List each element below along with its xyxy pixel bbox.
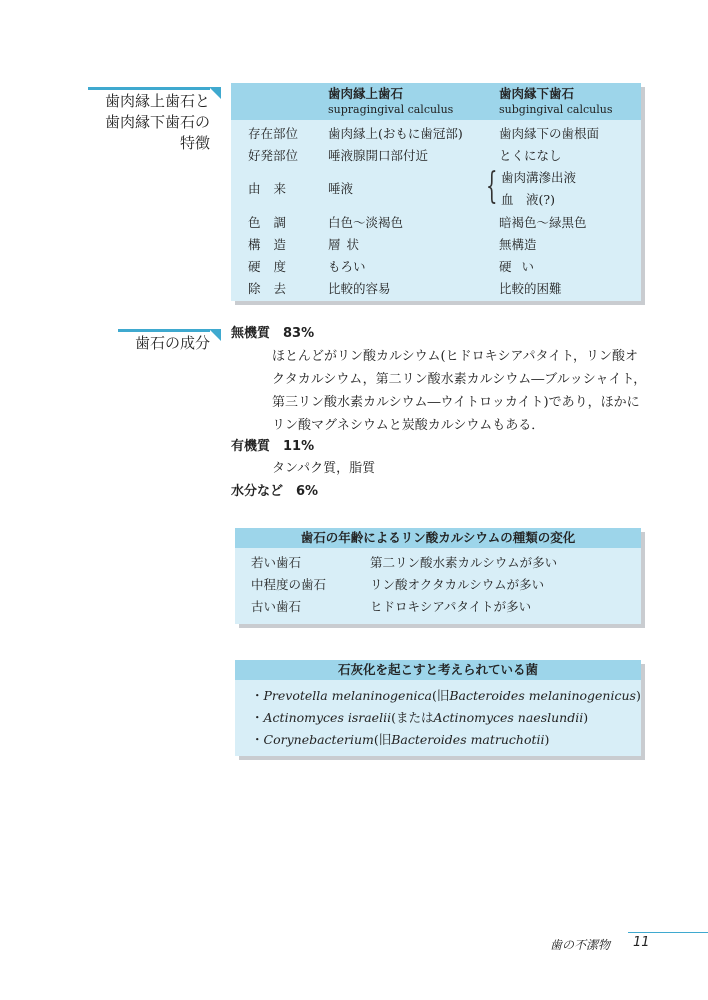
age-label: 若い歯石: [251, 555, 302, 570]
supra-value: 唾液: [328, 181, 354, 196]
heading-accent-triangle: [209, 87, 221, 99]
heading-accent-triangle: [209, 329, 221, 341]
sub-value: とくになし: [499, 148, 562, 163]
col2-title: 歯肉縁下歯石: [499, 86, 575, 101]
water-label: 水分など 6%: [231, 484, 319, 499]
bullet: ・: [251, 688, 264, 703]
sub-value: 暗褐色～緑黒色: [499, 215, 587, 230]
sub-value: 硬い: [499, 259, 545, 274]
bacteria-note-suffix: ): [635, 688, 641, 703]
bacteria-note-prefix: (または: [391, 710, 434, 725]
bacteria-item: [251, 731, 549, 749]
bacteria-alt-name: Bacteroides matruchotii: [391, 732, 545, 747]
sub-value: 歯肉溝滲出液: [501, 170, 577, 185]
row-label: 存在部位: [248, 126, 299, 141]
row-label: 硬度: [248, 259, 300, 274]
calculus-comparison-table: [231, 83, 641, 301]
heading-line: 歯肉縁下歯石の: [104, 113, 210, 131]
age-type: ヒドロキシアパタイトが多い: [370, 599, 532, 614]
sub-value: 比較的困難: [499, 281, 562, 296]
supra-value: 比較的容易: [328, 281, 391, 296]
organic-text: タンパク質，脂質: [272, 461, 376, 476]
age-box-title: 歯石の年齢によるリン酸カルシウムの種類の変化: [235, 528, 641, 548]
inorganic-text-line: ほとんどがリン酸カルシウム(ヒドロキシアパタイト，リン酸オ: [272, 349, 639, 364]
row-label: 除去: [248, 281, 300, 296]
age-change-box: [235, 528, 641, 624]
features-heading-text: [90, 91, 210, 154]
supra-value: 層状: [328, 237, 366, 252]
col1-title: 歯肉縁上歯石: [328, 86, 404, 101]
heading-line: 歯肉縁上歯石と: [104, 92, 210, 110]
bacteria-box: [235, 660, 641, 756]
supra-value: 白色～淡褐色: [328, 215, 404, 230]
supra-value: もろい: [328, 259, 366, 274]
inorganic-text-line: リン酸マグネシウムと炭酸カルシウムもある．: [272, 418, 545, 433]
bacteria-note-prefix: (旧: [431, 688, 450, 703]
heading-accent-bar: [88, 87, 210, 90]
bacteria-name: Corynebacterium: [263, 732, 374, 747]
age-label: 古い歯石: [251, 599, 302, 614]
row-label: 構造: [248, 237, 300, 252]
bacteria-note-prefix: (旧: [373, 732, 392, 747]
col2-subtitle: subgingival calculus: [499, 103, 613, 116]
bullet: ・: [251, 710, 264, 725]
footer-rule: [628, 932, 708, 933]
brace-glyph: {: [486, 166, 498, 207]
inorganic-label: 無機質 83%: [231, 326, 315, 341]
bacteria-alt-name: Bacteroides melaninogenicus: [449, 688, 636, 703]
organic-label: 有機質 11%: [231, 439, 315, 454]
heading-line: 特徴: [179, 134, 210, 152]
age-type: 第二リン酸水素カルシウムが多い: [370, 555, 558, 570]
sub-value: 歯肉縁下の歯根面: [499, 126, 600, 141]
sub-value: 無構造: [499, 237, 537, 252]
inorganic-text-line: 第三リン酸水素カルシウム―ウイトロッカイト)であり，ほかに: [272, 395, 640, 410]
bacteria-box-title: 石灰化を起こすと考えられている菌: [235, 660, 641, 680]
row-label: 色調: [248, 215, 300, 230]
bacteria-item: [251, 687, 641, 705]
row-label: 好発部位: [248, 148, 299, 163]
page-number: 11: [633, 935, 650, 950]
heading-accent-bar: [118, 329, 210, 332]
bacteria-item: [251, 709, 588, 727]
supra-value: 唾液腺開口部付近: [328, 148, 429, 163]
sub-value: 血 液(?): [501, 192, 555, 207]
bacteria-name: Actinomyces israelii: [263, 710, 392, 725]
bacteria-note-suffix: ): [544, 732, 550, 747]
composition-heading-text: 歯石の成分: [134, 334, 210, 352]
supra-value: 歯肉縁上(おもに歯冠部): [328, 126, 463, 141]
bacteria-note-suffix: ): [583, 710, 589, 725]
row-label: 由来: [248, 181, 300, 196]
inorganic-text-line: クタカルシウム，第二リン酸水素カルシウム―ブルッシャイト，: [272, 372, 647, 387]
bacteria-name: Prevotella melaninogenica: [263, 688, 432, 703]
bacteria-alt-name: Actinomyces naeslundii: [433, 710, 584, 725]
age-type: リン酸オクタカルシウムが多い: [370, 577, 545, 592]
age-label: 中程度の歯石: [251, 577, 327, 592]
col1-subtitle: supragingival calculus: [328, 103, 454, 116]
footer-title: 歯の不潔物: [550, 938, 611, 952]
bullet: ・: [251, 732, 264, 747]
